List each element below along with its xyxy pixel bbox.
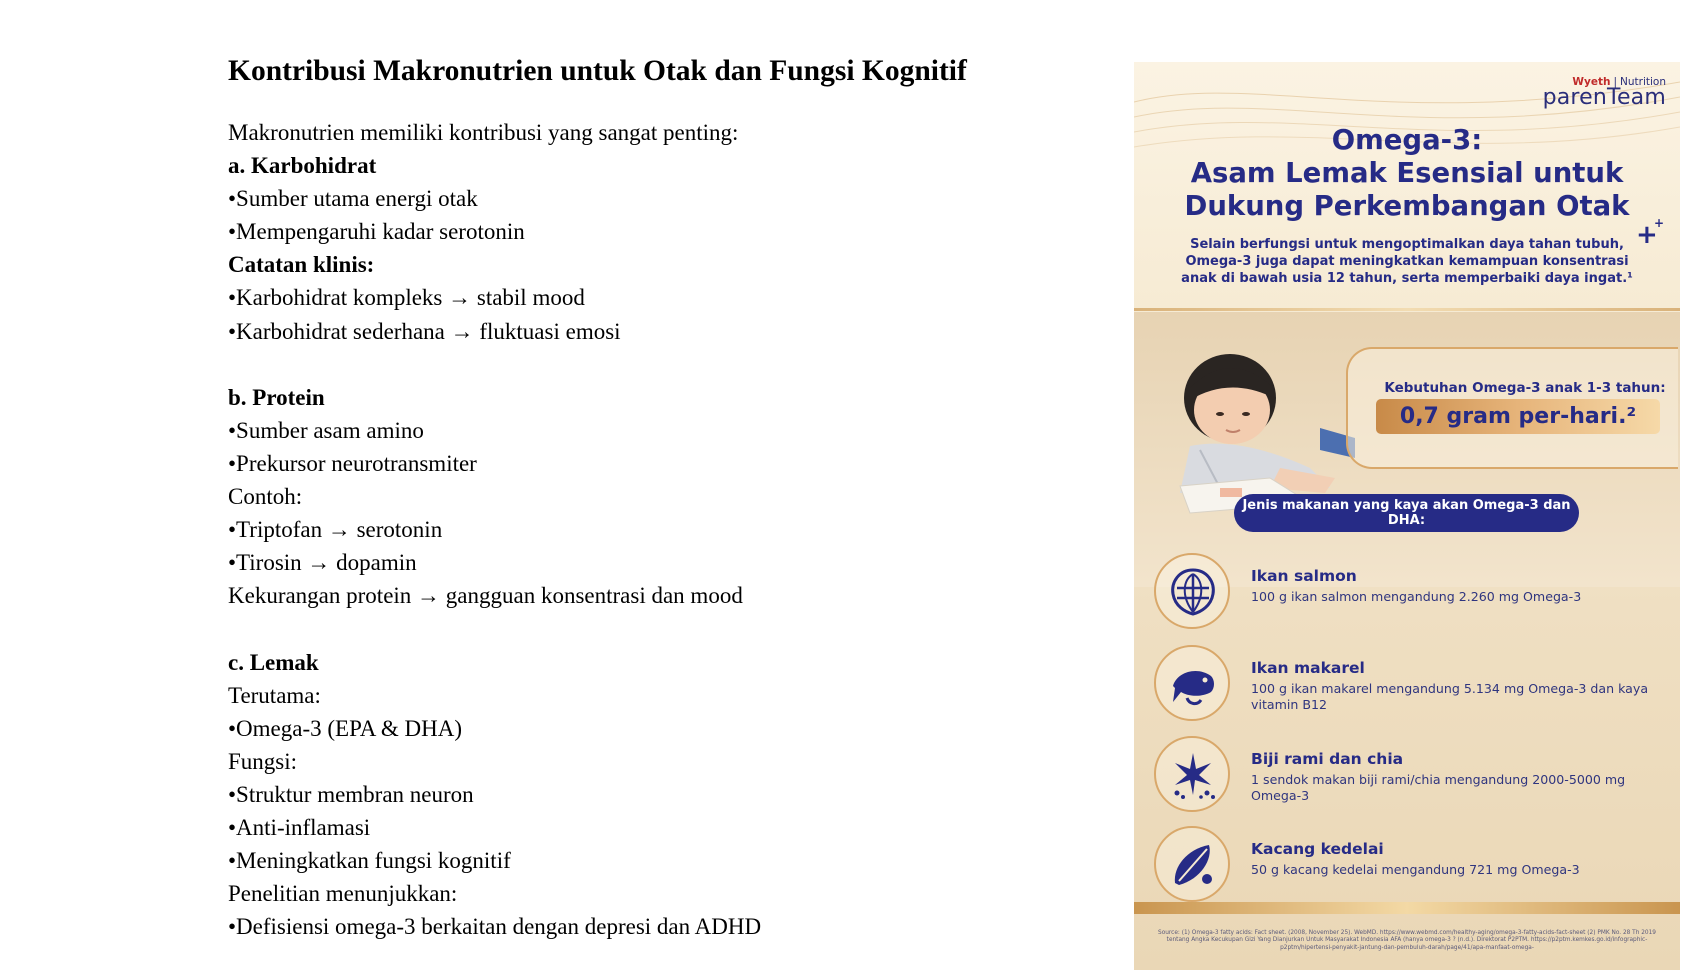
food-name: Ikan makarel	[1251, 659, 1365, 677]
need-value: 0,7 gram per-hari.²	[1376, 399, 1660, 434]
section-heading: a. Karbohidrat	[228, 153, 377, 179]
blank-line	[228, 612, 1088, 645]
gold-divider-top	[1134, 308, 1680, 311]
food-name: Biji rami dan chia	[1251, 750, 1404, 768]
foods-heading: Jenis makanan yang kaya akan Omega-3 dan DHA:	[1234, 494, 1579, 532]
food-desc: 50 g kacang kedelai mengandung 721 mg Omega-3	[1251, 862, 1580, 877]
text-line: •Tirosin → dopamin	[228, 550, 417, 576]
salmon-steak-icon	[1154, 553, 1230, 629]
infographic-title-line-2: Asam Lemak Esensial untuk	[1190, 157, 1624, 189]
text-line: Penelitian menunjukkan:	[228, 881, 458, 907]
text-line: •Prekursor neurotransmiter	[228, 450, 477, 476]
infographic-title-line-3: Dukung Perkembangan Otak	[1184, 190, 1630, 222]
gold-divider-bottom	[1134, 902, 1680, 914]
brand-name: parenTeam	[1542, 85, 1666, 110]
text-line: •Sumber utama energi otak	[228, 186, 478, 212]
section-heading: c. Lemak	[228, 649, 319, 675]
text-line: Contoh:	[228, 484, 303, 510]
text-line: •Triptofan → serotonin	[228, 517, 443, 543]
food-name: Ikan salmon	[1251, 567, 1357, 585]
food-desc: 1 sendok makan biji rami/chia mengandung 2000-5000 mg Omega-3	[1251, 772, 1626, 803]
text-line: •Mempengaruhi kadar serotonin	[228, 219, 525, 245]
food-desc: 100 g ikan makarel mengandung 5.134 mg Omega-3 dan kaya vitamin B12	[1251, 681, 1649, 712]
section-heading: b. Protein	[228, 384, 325, 410]
need-label: Kebutuhan Omega-3 anak 1-3 tahun:	[1384, 380, 1666, 396]
food-item-mackerel	[1154, 645, 1674, 725]
brand-nutrition: Nutrition	[1620, 76, 1666, 88]
text-line: Terutama:	[228, 682, 321, 708]
seeds-flower-icon	[1154, 736, 1230, 812]
text-line: Kekurangan protein → gangguan konsentrasi dan mood	[228, 583, 743, 609]
sources-footnote: Source: (1) Omega-3 fatty acids: Fact sheet. (2008, November 25). WebMD. https://www.webmd.com/healthy-aging/omega-3-fatty-acids-fact-sheet (2) PMK No. 28 Th 2019 tentang Angka Kecukupan Gizi Yang Dianjurkan Untuk Masyarakat Indonesia AFA (hanya omega-3 ? (n.d.). Direktorat P2PTM. https://p2ptm.kemkes.go.id/infographic-p2ptm/hipertensi-penyakit-jantung-dan-pembuluh-darah/page/41/apa-manfaat-omega-	[1158, 930, 1656, 951]
food-desc: 100 g ikan salmon mengandung 2.260 mg Omega-3	[1251, 589, 1582, 604]
text-line: •Anti-inflamasi	[228, 814, 371, 840]
text-line: •Karbohidrat kompleks → stabil mood	[228, 285, 585, 311]
fish-icon	[1154, 645, 1230, 721]
text-line: •Karbohidrat sederhana → fluktuasi emosi	[228, 318, 621, 344]
child-reading-photo	[1160, 318, 1360, 518]
text-line: •Defisiensi omega-3 berkaitan dengan depresi dan ADHD	[228, 914, 762, 940]
food-item-salmon	[1154, 553, 1674, 633]
text-line: •Struktur membran neuron	[228, 781, 474, 807]
infographic-subtitle: Selain berfungsi untuk mengoptimalkan daya tahan tubuh, Omega-3 juga dapat meningkatkan kemampuan konsentrasi anak di bawah usia 12 tahun, serta memperbaiki daya ingat.¹	[1181, 237, 1633, 286]
omega3-infographic	[1134, 62, 1680, 970]
soybean-icon	[1154, 826, 1230, 902]
food-item-soybean	[1154, 826, 1674, 906]
text-line: Makronutrien memiliki kontribusi yang sangat penting:	[228, 120, 739, 145]
plus-sparkle-icon: +	[1636, 220, 1658, 250]
blank-line	[228, 348, 1088, 381]
document-lines	[228, 116, 1088, 943]
text-line: •Sumber asam amino	[228, 417, 424, 443]
section-heading: Catatan klinis:	[228, 252, 375, 278]
document-title: Kontribusi Makronutrien untuk Otak dan Fungsi Kognitif	[228, 55, 967, 87]
text-line: •Meningkatkan fungsi kognitif	[228, 848, 511, 874]
text-line: Fungsi:	[228, 748, 298, 774]
infographic-title-line-1: Omega-3:	[1331, 124, 1483, 156]
plus-sparkle-small-icon: +	[1654, 216, 1665, 230]
brand-wyeth: Wyeth	[1572, 76, 1611, 88]
document-body	[228, 50, 1088, 943]
brand-logo: Wyeth | Nutrition parenTeam	[1542, 76, 1666, 110]
text-line: •Omega-3 (EPA & DHA)	[228, 715, 462, 741]
food-item-flax-chia	[1154, 736, 1674, 816]
food-name: Kacang kedelai	[1251, 840, 1384, 858]
